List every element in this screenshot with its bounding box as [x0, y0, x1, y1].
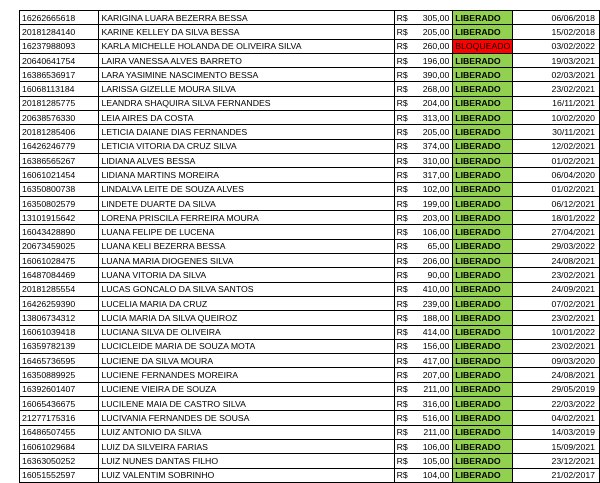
date-cell: 22/03/2022: [513, 397, 600, 411]
currency-cell: R$: [394, 68, 414, 82]
name-cell: LUCILENE MAIA DE CASTRO SILVA: [99, 397, 394, 411]
name-cell: LIDIANA MARTINS MOREIRA: [99, 168, 394, 182]
table-row: [20, 182, 600, 196]
currency-cell: R$: [394, 53, 414, 67]
date-cell: 09/03/2020: [513, 354, 600, 368]
name-cell: LUANA KELI BEZERRA BESSA: [99, 239, 394, 253]
value-cell: 211,00: [414, 425, 453, 439]
currency-cell: R$: [394, 225, 414, 239]
name-cell: LARA YASIMINE NASCIMENTO BESSA: [99, 68, 394, 82]
table-row: [20, 311, 600, 325]
status-cell: LIBERADO: [453, 168, 513, 182]
code-cell: 20181285554: [20, 282, 99, 296]
currency-cell: R$: [394, 296, 414, 310]
value-cell: 516,00: [414, 411, 453, 425]
value-cell: 204,00: [414, 96, 453, 110]
currency-cell: R$: [394, 368, 414, 382]
value-cell: 65,00: [414, 239, 453, 253]
status-cell: LIBERADO: [453, 11, 513, 25]
value-cell: 207,00: [414, 368, 453, 382]
value-cell: 106,00: [414, 439, 453, 453]
date-cell: 06/12/2021: [513, 196, 600, 210]
currency-cell: R$: [394, 468, 414, 482]
table-row: [20, 239, 600, 253]
date-cell: 15/09/2021: [513, 439, 600, 453]
date-cell: 14/03/2019: [513, 425, 600, 439]
code-cell: 16487084469: [20, 268, 99, 282]
currency-cell: R$: [394, 282, 414, 296]
value-cell: 104,00: [414, 468, 453, 482]
table-row: [20, 454, 600, 468]
currency-cell: R$: [394, 96, 414, 110]
status-cell: LIBERADO: [453, 368, 513, 382]
name-cell: LUCAS GONCALO DA SILVA SANTOS: [99, 282, 394, 296]
currency-cell: R$: [394, 411, 414, 425]
code-cell: 16237988093: [20, 39, 99, 53]
table-row: [20, 168, 600, 182]
currency-cell: R$: [394, 82, 414, 96]
code-cell: 16426259390: [20, 296, 99, 310]
currency-cell: R$: [394, 382, 414, 396]
code-cell: 16386565267: [20, 153, 99, 167]
name-cell: LUANA VITORIA DA SILVA: [99, 268, 394, 282]
date-cell: 23/02/2021: [513, 82, 600, 96]
table-row: [20, 339, 600, 353]
status-cell: LIBERADO: [453, 397, 513, 411]
name-cell: LUCELIA MARIA DA CRUZ: [99, 296, 394, 310]
table-row: [20, 439, 600, 453]
table-row: [20, 68, 600, 82]
currency-cell: R$: [394, 325, 414, 339]
status-cell: LIBERADO: [453, 153, 513, 167]
status-cell: LIBERADO: [453, 339, 513, 353]
value-cell: 310,00: [414, 153, 453, 167]
currency-cell: R$: [394, 397, 414, 411]
table-row: [20, 325, 600, 339]
name-cell: LAIRA VANESSA ALVES BARRETO: [99, 53, 394, 67]
table-row: [20, 82, 600, 96]
currency-cell: R$: [394, 311, 414, 325]
status-cell: BLOQUEADO: [453, 39, 513, 53]
date-cell: 06/06/2018: [513, 11, 600, 25]
name-cell: LUCIENE VIEIRA DE SOUZA: [99, 382, 394, 396]
name-cell: LUCIA MARIA DA SILVA QUEIROZ: [99, 311, 394, 325]
name-cell: LEIA AIRES DA COSTA: [99, 111, 394, 125]
date-cell: 23/02/2021: [513, 311, 600, 325]
name-cell: LEANDRA SHAQUIRA SILVA FERNANDES: [99, 96, 394, 110]
date-cell: 04/02/2021: [513, 411, 600, 425]
date-cell: 02/03/2021: [513, 68, 600, 82]
status-cell: LIBERADO: [453, 225, 513, 239]
date-cell: 23/02/2021: [513, 339, 600, 353]
date-cell: 16/11/2021: [513, 96, 600, 110]
currency-cell: R$: [394, 125, 414, 139]
value-cell: 316,00: [414, 397, 453, 411]
status-cell: LIBERADO: [453, 25, 513, 39]
code-cell: 20181285775: [20, 96, 99, 110]
table-row: [20, 96, 600, 110]
table-row: [20, 397, 600, 411]
status-cell: LIBERADO: [453, 82, 513, 96]
date-cell: 01/02/2021: [513, 153, 600, 167]
status-cell: LIBERADO: [453, 139, 513, 153]
currency-cell: R$: [394, 25, 414, 39]
name-cell: LUIZ VALENTIM SOBRINHO: [99, 468, 394, 482]
name-cell: LUANA MARIA DIOGENES SILVA: [99, 254, 394, 268]
value-cell: 417,00: [414, 354, 453, 368]
code-cell: 16392601407: [20, 382, 99, 396]
code-cell: 16359782139: [20, 339, 99, 353]
date-cell: 01/02/2021: [513, 182, 600, 196]
name-cell: LINDETE DUARTE DA SILVA: [99, 196, 394, 210]
value-cell: 102,00: [414, 182, 453, 196]
code-cell: 16350800738: [20, 182, 99, 196]
table-row: [20, 11, 600, 25]
name-cell: KARINE KELLEY DA SILVA BESSA: [99, 25, 394, 39]
value-cell: 196,00: [414, 53, 453, 67]
name-cell: LETICIA DAIANE DIAS FERNANDES: [99, 125, 394, 139]
table-row: [20, 354, 600, 368]
name-cell: LORENA PRISCILA FERREIRA MOURA: [99, 211, 394, 225]
status-cell: LIBERADO: [453, 325, 513, 339]
table-row: [20, 25, 600, 39]
status-cell: LIBERADO: [453, 354, 513, 368]
currency-cell: R$: [394, 439, 414, 453]
code-cell: 13101915642: [20, 211, 99, 225]
currency-cell: R$: [394, 168, 414, 182]
value-cell: 203,00: [414, 211, 453, 225]
date-cell: 03/02/2022: [513, 39, 600, 53]
status-cell: LIBERADO: [453, 468, 513, 482]
currency-cell: R$: [394, 196, 414, 210]
name-cell: LETICIA VITORIA DA CRUZ SILVA: [99, 139, 394, 153]
status-cell: LIBERADO: [453, 411, 513, 425]
table-row: [20, 153, 600, 167]
date-cell: 10/01/2022: [513, 325, 600, 339]
status-cell: LIBERADO: [453, 111, 513, 125]
table-row: [20, 368, 600, 382]
code-cell: 16043428890: [20, 225, 99, 239]
currency-cell: R$: [394, 454, 414, 468]
name-cell: LUCIENE FERNANDES MOREIRA: [99, 368, 394, 382]
value-cell: 317,00: [414, 168, 453, 182]
status-cell: LIBERADO: [453, 196, 513, 210]
code-cell: 16465736595: [20, 354, 99, 368]
name-cell: LUIZ DA SILVEIRA FARIAS: [99, 439, 394, 453]
value-cell: 205,00: [414, 125, 453, 139]
date-cell: 06/04/2020: [513, 168, 600, 182]
status-cell: LIBERADO: [453, 268, 513, 282]
value-cell: 305,00: [414, 11, 453, 25]
value-cell: 374,00: [414, 139, 453, 153]
date-cell: 10/02/2020: [513, 111, 600, 125]
table-row: [20, 125, 600, 139]
name-cell: LUANA FELIPE DE LUCENA: [99, 225, 394, 239]
status-cell: LIBERADO: [453, 53, 513, 67]
code-cell: 16065436675: [20, 397, 99, 411]
currency-cell: R$: [394, 268, 414, 282]
value-cell: 199,00: [414, 196, 453, 210]
date-cell: 07/02/2021: [513, 296, 600, 310]
code-cell: 16426246779: [20, 139, 99, 153]
value-cell: 211,00: [414, 382, 453, 396]
code-cell: 20181285406: [20, 125, 99, 139]
code-cell: 16068113184: [20, 82, 99, 96]
status-cell: LIBERADO: [453, 439, 513, 453]
payment-status-table: [19, 10, 600, 483]
value-cell: 239,00: [414, 296, 453, 310]
status-cell: LIBERADO: [453, 254, 513, 268]
date-cell: 18/01/2022: [513, 211, 600, 225]
table-row: [20, 425, 600, 439]
status-cell: LIBERADO: [453, 382, 513, 396]
table-row: [20, 53, 600, 67]
value-cell: 260,00: [414, 39, 453, 53]
name-cell: LINDALVA LEITE DE SOUZA ALVES: [99, 182, 394, 196]
currency-cell: R$: [394, 211, 414, 225]
table-row: [20, 296, 600, 310]
name-cell: LUIZ ANTONIO DA SILVA: [99, 425, 394, 439]
date-cell: 15/02/2018: [513, 25, 600, 39]
value-cell: 90,00: [414, 268, 453, 282]
table-row: [20, 111, 600, 125]
currency-cell: R$: [394, 339, 414, 353]
date-cell: 23/02/2021: [513, 268, 600, 282]
name-cell: KARLA MICHELLE HOLANDA DE OLIVEIRA SILVA: [99, 39, 394, 53]
currency-cell: R$: [394, 239, 414, 253]
name-cell: LARISSA GIZELLE MOURA SILVA: [99, 82, 394, 96]
table-row: [20, 382, 600, 396]
date-cell: 30/11/2021: [513, 125, 600, 139]
value-cell: 106,00: [414, 225, 453, 239]
currency-cell: R$: [394, 39, 414, 53]
code-cell: 16486507455: [20, 425, 99, 439]
code-cell: 16061029684: [20, 439, 99, 453]
currency-cell: R$: [394, 153, 414, 167]
date-cell: 24/08/2021: [513, 368, 600, 382]
name-cell: LUCIENE DA SILVA MOURA: [99, 354, 394, 368]
table-row: [20, 468, 600, 482]
value-cell: 410,00: [414, 282, 453, 296]
value-cell: 156,00: [414, 339, 453, 353]
code-cell: 16350802579: [20, 196, 99, 210]
name-cell: KARIGINA LUARA BEZERRA BESSA: [99, 11, 394, 25]
status-cell: LIBERADO: [453, 182, 513, 196]
status-cell: LIBERADO: [453, 454, 513, 468]
date-cell: 24/09/2021: [513, 282, 600, 296]
table-row: [20, 39, 600, 53]
value-cell: 313,00: [414, 111, 453, 125]
date-cell: 23/12/2021: [513, 454, 600, 468]
date-cell: 29/03/2022: [513, 239, 600, 253]
value-cell: 105,00: [414, 454, 453, 468]
status-cell: LIBERADO: [453, 311, 513, 325]
table-row: [20, 139, 600, 153]
value-cell: 188,00: [414, 311, 453, 325]
name-cell: LUCIANA SILVA DE OLIVEIRA: [99, 325, 394, 339]
code-cell: 20640641754: [20, 53, 99, 67]
status-cell: LIBERADO: [453, 296, 513, 310]
code-cell: 20673459025: [20, 239, 99, 253]
table-row: [20, 268, 600, 282]
table-body: [20, 11, 600, 483]
currency-cell: R$: [394, 111, 414, 125]
status-cell: LIBERADO: [453, 239, 513, 253]
currency-cell: R$: [394, 182, 414, 196]
value-cell: 206,00: [414, 254, 453, 268]
table-row: [20, 254, 600, 268]
date-cell: 21/02/2017: [513, 468, 600, 482]
table-row: [20, 196, 600, 210]
value-cell: 414,00: [414, 325, 453, 339]
code-cell: 16386536917: [20, 68, 99, 82]
currency-cell: R$: [394, 354, 414, 368]
code-cell: 16061039418: [20, 325, 99, 339]
name-cell: LUIZ NUNES DANTAS FILHO: [99, 454, 394, 468]
table-row: [20, 211, 600, 225]
table-row: [20, 282, 600, 296]
currency-cell: R$: [394, 139, 414, 153]
code-cell: 16061028475: [20, 254, 99, 268]
status-cell: LIBERADO: [453, 211, 513, 225]
currency-cell: R$: [394, 425, 414, 439]
name-cell: LUCICLEIDE MARIA DE SOUZA MOTA: [99, 339, 394, 353]
status-cell: LIBERADO: [453, 282, 513, 296]
code-cell: 16262665618: [20, 11, 99, 25]
name-cell: LUCIVANIA FERNANDES DE SOUSA: [99, 411, 394, 425]
table-row: [20, 225, 600, 239]
code-cell: 16051552597: [20, 468, 99, 482]
date-cell: 19/03/2021: [513, 53, 600, 67]
code-cell: 16350889925: [20, 368, 99, 382]
code-cell: 20638576330: [20, 111, 99, 125]
code-cell: 13806734312: [20, 311, 99, 325]
code-cell: 16061021454: [20, 168, 99, 182]
date-cell: 29/05/2019: [513, 382, 600, 396]
date-cell: 12/02/2021: [513, 139, 600, 153]
status-cell: LIBERADO: [453, 96, 513, 110]
currency-cell: R$: [394, 254, 414, 268]
code-cell: 16363050252: [20, 454, 99, 468]
table-row: [20, 411, 600, 425]
code-cell: 20181284140: [20, 25, 99, 39]
status-cell: LIBERADO: [453, 68, 513, 82]
status-cell: LIBERADO: [453, 125, 513, 139]
currency-cell: R$: [394, 11, 414, 25]
value-cell: 390,00: [414, 68, 453, 82]
name-cell: LIDIANA ALVES BESSA: [99, 153, 394, 167]
code-cell: 21277175316: [20, 411, 99, 425]
date-cell: 27/04/2021: [513, 225, 600, 239]
date-cell: 24/08/2021: [513, 254, 600, 268]
status-cell: LIBERADO: [453, 425, 513, 439]
value-cell: 205,00: [414, 25, 453, 39]
value-cell: 268,00: [414, 82, 453, 96]
